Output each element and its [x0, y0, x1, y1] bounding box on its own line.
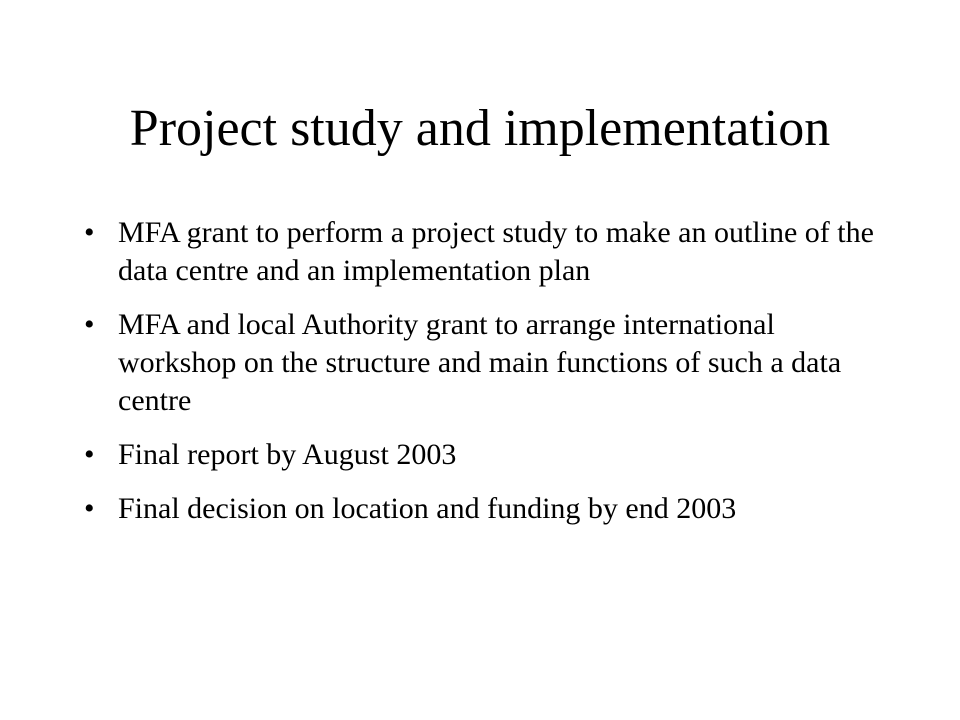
bullet-item: [84, 214, 874, 290]
bullet-icon: •: [84, 438, 95, 471]
bullet-text: MFA and local Authority grant to arrange international workshop on the structure and main functions of such a data centre: [118, 308, 842, 417]
bullet-icon: •: [84, 216, 95, 249]
bullet-item: [84, 490, 874, 528]
bullet-icon: •: [84, 492, 95, 525]
bullet-text: MFA grant to perform a project study to make an outline of the data centre and an implementation plan: [118, 216, 874, 287]
bullet-text: Final report by August 2003: [118, 438, 457, 471]
slide-title: Project study and implementation: [129, 100, 831, 157]
bullet-icon: •: [84, 308, 95, 341]
bullet-item: [84, 306, 874, 420]
bullet-list: [84, 214, 874, 544]
bullet-item: [84, 436, 874, 474]
bullet-text: Final decision on location and funding by end 2003: [118, 492, 737, 525]
